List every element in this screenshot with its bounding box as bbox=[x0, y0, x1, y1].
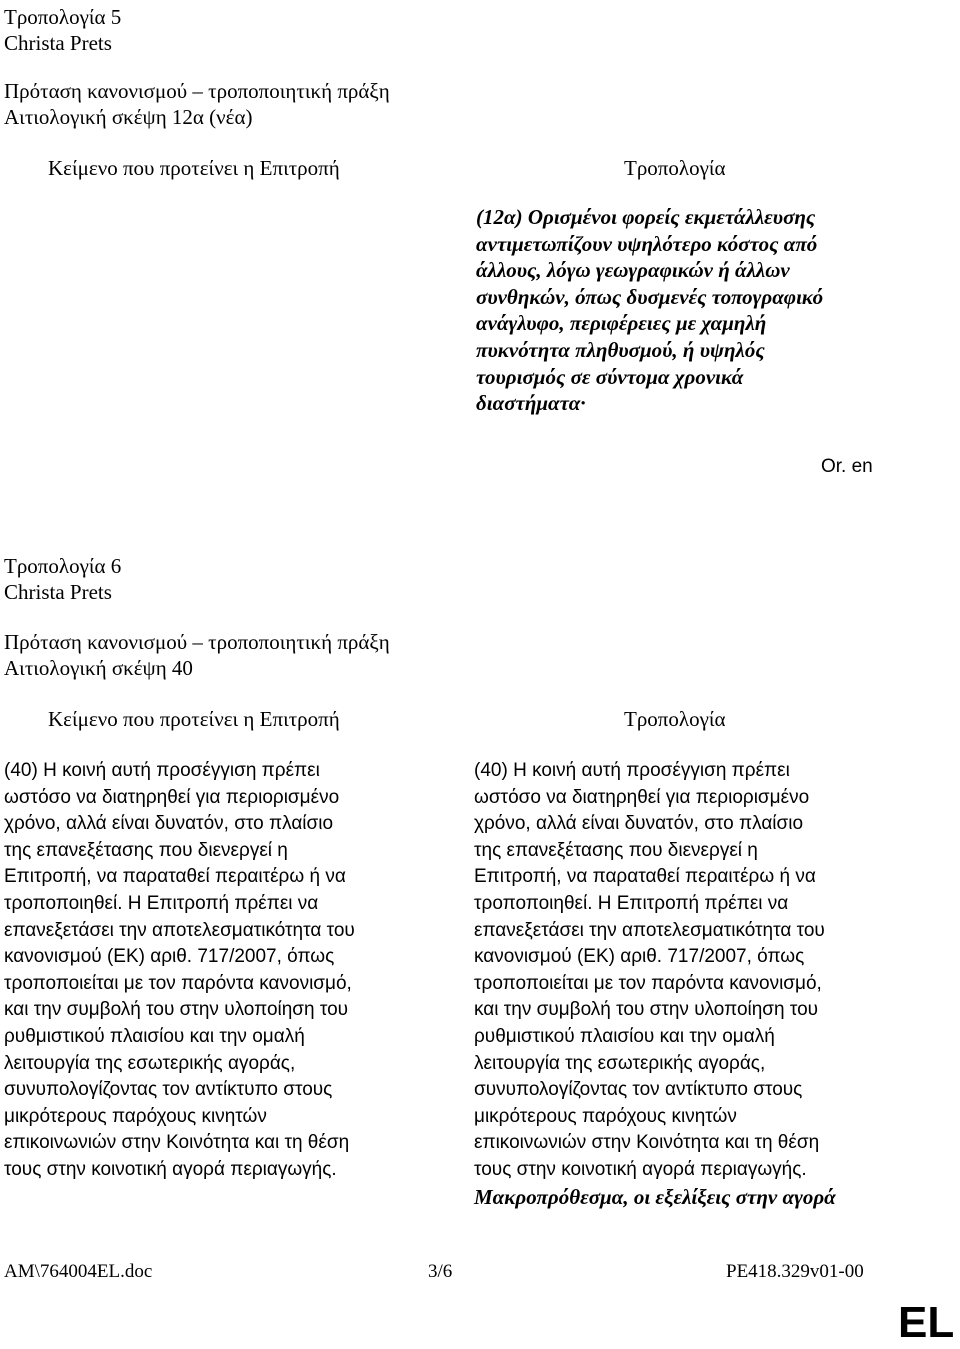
text-line: ωστόσο να διατηρηθεί για περιορισμένο bbox=[474, 786, 810, 808]
text-line: συνυπολογίζοντας τον αντίκτυπο στους bbox=[474, 1079, 803, 1101]
amendment-5-author: Christa Prets bbox=[4, 31, 112, 55]
text-line: της επανεξέτασης που διενεργεί η bbox=[4, 839, 288, 861]
text-line: τους στην κοινοτική αγορά περιαγωγής. bbox=[4, 1158, 337, 1180]
text-line: συνυπολογίζοντας τον αντίκτυπο στους bbox=[4, 1079, 333, 1101]
amendment-5-recital: Αιτιολογική σκέψη 12α (νέα) bbox=[4, 105, 253, 129]
text-line: ρυθμιστικού πλαισίου και την ομαλή bbox=[474, 1025, 775, 1047]
text-line: της επανεξέτασης που διενεργεί η bbox=[474, 839, 758, 861]
amendment-6-proposal: Πρόταση κανονισμού – τροποποιητική πράξη bbox=[4, 630, 390, 654]
text-line: επανεξετάσει την αποτελεσματικότητα του bbox=[474, 919, 825, 941]
text-line: επικοινωνιών στην Κοινότητα και τη θέση bbox=[4, 1132, 350, 1154]
text-line: αντιμετωπίζουν υψηλότερο κόστος από bbox=[476, 231, 818, 256]
text-line: επανεξετάσει την αποτελεσματικότητα του bbox=[4, 919, 355, 941]
text-line: ωστόσο να διατηρηθεί για περιορισμένο bbox=[4, 786, 340, 808]
amendment-5-proposal: Πρόταση κανονισμού – τροποποιητική πράξη bbox=[4, 79, 390, 103]
text-line: τους στην κοινοτική αγορά περιαγωγής. bbox=[474, 1158, 807, 1180]
text-line: μικρότερους παρόχους κινητών bbox=[4, 1105, 267, 1127]
text-line: πυκνότητα πληθυσμού, ή υψηλός bbox=[476, 337, 765, 362]
footer-pe-ref: PE418.329v01-00 bbox=[726, 1261, 864, 1282]
text-line: τουρισμός σε σύντομα χρονικά bbox=[476, 364, 744, 389]
text-line: τροποποιηθεί. Η Επιτροπή πρέπει να bbox=[474, 892, 789, 914]
amendment-6-left-header: Κείμενο που προτείνει η Επιτροπή bbox=[48, 707, 340, 731]
text-line: (12α) Ορισμένοι φορείς εκμετάλλευσης bbox=[476, 205, 816, 229]
amendment-6-title: Τροπολογία 6 bbox=[4, 554, 122, 578]
text-line: Επιτροπή, να παραταθεί περαιτέρω ή να bbox=[4, 866, 346, 888]
amendment-6-right-header: Τροπολογία bbox=[624, 707, 726, 731]
text-line: επικοινωνιών στην Κοινότητα και τη θέση bbox=[474, 1132, 820, 1154]
text-line: χρόνο, αλλά είναι δυνατόν, στο πλαίσιο bbox=[474, 813, 804, 835]
text-line: συνθηκών, όπως δυσμενές τοπογραφικό bbox=[476, 284, 824, 309]
amendment-6-text bbox=[474, 758, 836, 1210]
text-line: κανονισμού (ΕΚ) αριθ. 717/2007, όπως bbox=[4, 946, 335, 968]
text-line: και την συμβολή του στην υλοποίηση του bbox=[4, 999, 349, 1021]
text-line: χρόνο, αλλά είναι δυνατόν, στο πλαίσιο bbox=[4, 813, 334, 835]
amendment-5-original-language: Or. en bbox=[821, 456, 873, 477]
text-line: (40) Η κοινή αυτή προσέγγιση πρέπει bbox=[474, 760, 790, 781]
amendment-5-left-header: Κείμενο που προτείνει η Επιτροπή bbox=[48, 156, 340, 180]
text-line: μικρότερους παρόχους κινητών bbox=[474, 1105, 737, 1127]
amendment-6-recital: Αιτιολογική σκέψη 40 bbox=[4, 656, 193, 680]
footer-doc-ref: AM\764004EL.doc bbox=[4, 1261, 153, 1282]
text-line: τροποποιηθεί. Η Επιτροπή πρέπει να bbox=[4, 892, 319, 914]
text-line: (40) Η κοινή αυτή προσέγγιση πρέπει bbox=[4, 760, 320, 781]
language-mark: EL bbox=[898, 1298, 955, 1347]
amendment-5-title: Τροπολογία 5 bbox=[4, 5, 122, 29]
text-line: ρυθμιστικού πλαισίου και την ομαλή bbox=[4, 1025, 305, 1047]
text-line: διαστήματα· bbox=[476, 391, 586, 416]
text-line: τροποποιείται με τον παρόντα κανονισμό, bbox=[4, 972, 352, 994]
text-line: και την συμβολή του στην υλοποίηση του bbox=[474, 999, 819, 1021]
text-line: Επιτροπή, να παραταθεί περαιτέρω ή να bbox=[474, 866, 816, 888]
text-line: άλλους, λόγω γεωγραφικών ή άλλων bbox=[476, 258, 790, 283]
text-line: κανονισμού (ΕΚ) αριθ. 717/2007, όπως bbox=[474, 946, 805, 968]
amendment-5-right-header: Τροπολογία bbox=[624, 156, 726, 180]
amendment-5-text bbox=[476, 204, 823, 417]
text-line: λειτουργία της εσωτερικής αγοράς, bbox=[4, 1052, 296, 1074]
text-line: τροποποιείται με τον παρόντα κανονισμό, bbox=[474, 972, 822, 994]
commission-text bbox=[4, 758, 355, 1184]
added-text: Μακροπρόθεσμα, οι εξελίξεις στην αγορά bbox=[474, 1184, 836, 1209]
text-line: λειτουργία της εσωτερικής αγοράς, bbox=[474, 1052, 766, 1074]
text-line: ανάγλυφο, περιφέρειες με χαμηλή bbox=[476, 311, 767, 336]
amendment-6-author: Christa Prets bbox=[4, 580, 112, 604]
footer-page-number: 3/6 bbox=[428, 1261, 453, 1282]
